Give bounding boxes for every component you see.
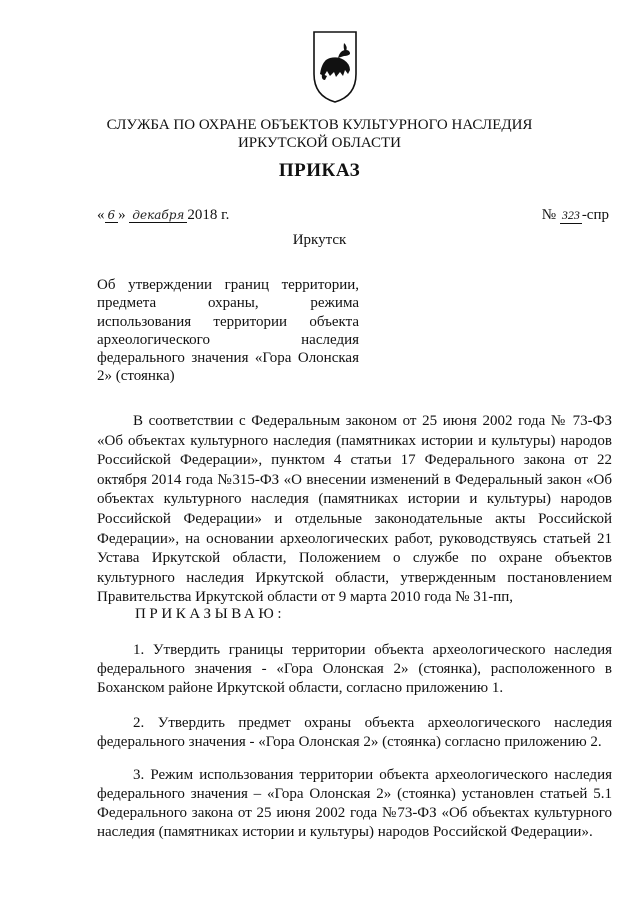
date-close-quote: » bbox=[118, 207, 126, 223]
date-day: 6 bbox=[105, 208, 119, 223]
order-subject: Об утверждении границ территории, предмета охраны, режима использования территории объекта археологического наследия федерального значения «Гора Олонская 2» (стоянка) bbox=[97, 277, 359, 385]
document-title: ПРИКАЗ bbox=[278, 160, 361, 181]
agency-line-1: СЛУЖБА ПО ОХРАНЕ ОБЪЕКТОВ КУЛЬТУРНОГО НАСЛЕДИЯ bbox=[106, 117, 533, 133]
date-open-quote: « bbox=[97, 207, 105, 223]
coat-of-arms-icon bbox=[312, 30, 358, 104]
number-value: 323 bbox=[561, 208, 580, 222]
number-prefix: № bbox=[541, 207, 557, 223]
order-item-1: 1. Утвердить границы территории объекта археологического наследия федерального значения - «Гора Олонская 2» (стоянка), расположенного в Боханском районе Иркутской области, согласно приложению 1. bbox=[97, 642, 612, 696]
city: Иркутск bbox=[292, 232, 347, 248]
date-year: 2018 г. bbox=[187, 207, 230, 223]
order-item-3: 3. Режим использования территории объекта археологического наследия федерального значения – «Гора Олонская 2» (стоянка) установлен статьей 5.1 Федерального закона от 25 июня 2002 года №73-ФЗ «Об объектах культурного наследия (памятниках истории и культуры) народов Российской Федерации». bbox=[97, 767, 612, 840]
order-number bbox=[542, 207, 609, 224]
decree-word: ПРИКАЗЫВАЮ: bbox=[135, 606, 286, 622]
order-date bbox=[97, 207, 229, 224]
preamble-paragraph bbox=[97, 412, 612, 608]
preamble-text: В соответствии с Федеральным законом от 25 июня 2002 года № 73-ФЗ «Об объектах культурного наследия (памятниках истории и культуры) народов Российской Федерации», пунктом 4 статьи 17 Федерального закона от 22 октября 2014 года №315-ФЗ «О внесении изменений в Федеральный закон «Об объектах культурного наследия (памятниках истории и культуры) народов Российской Федерации» и отдельные законодательные акты Российской Федерации», на основании археологических работ, руководствуясь статьей 21 Устава Иркутской области, Положением о службе по охране объектов культурного наследия Иркутской области, утвержденным постановлением Правительства Иркутской области от 9 марта 2010 года № 31-пп, bbox=[97, 413, 612, 606]
number-suffix: -спр bbox=[581, 207, 609, 223]
order-item-2: 2. Утвердить предмет охраны объекта археологического наследия федерального значения - «Гора Олонская 2» (стоянка) согласно приложению 2. bbox=[97, 715, 612, 750]
date-month: декабря bbox=[129, 208, 187, 223]
agency-line-2: ИРКУТСКОЙ ОБЛАСТИ bbox=[237, 135, 402, 151]
agency-name bbox=[0, 116, 639, 152]
